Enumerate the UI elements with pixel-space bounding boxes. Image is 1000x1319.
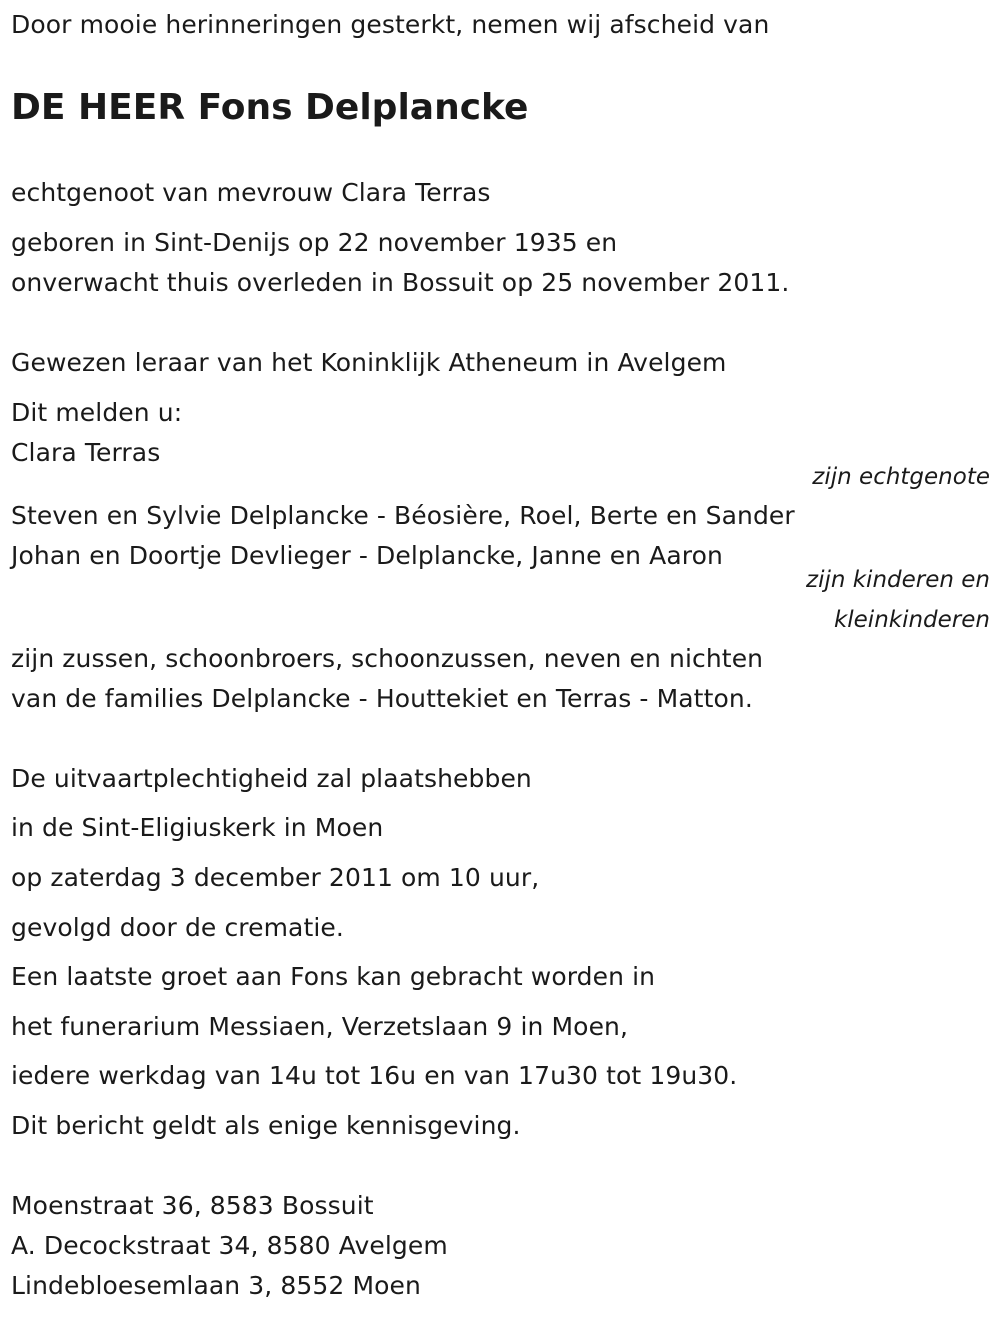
ceremony-line-2: in de Sint-Eligiuskerk in Moen	[11, 813, 384, 842]
address-line-1: Moenstraat 36, 8583 Bossuit	[11, 1191, 374, 1220]
children-role-line-1: zijn kinderen en	[806, 567, 990, 593]
ceremony-line-1: De uitvaartplechtigheid zal plaatshebben	[11, 764, 532, 793]
death-text: onverwacht thuis overleden in Bossuit op 25 november 2011.	[11, 268, 790, 297]
birth-text: geboren in Sint-Denijs op 22 november 1935 en	[11, 228, 618, 257]
ceremony-line-3: op zaterdag 3 december 2011 om 10 uur,	[11, 863, 540, 892]
wife-name: Clara Terras	[11, 438, 161, 467]
children-role-line-2: kleinkinderen	[833, 607, 990, 633]
family-line-1: zijn zussen, schoonbroers, schoonzussen, neven en nichten	[11, 644, 764, 673]
ceremony-line-6: het funerarium Messiaen, Verzetslaan 9 in Moen,	[11, 1012, 629, 1041]
children-line-1: Steven en Sylvie Delplancke - Béosière, Roel, Berte en Sander	[11, 501, 795, 530]
ceremony-line-7: iedere werkdag van 14u tot 16u en van 17u30 tot 19u30.	[11, 1061, 738, 1090]
ceremony-line-4: gevolgd door de crematie.	[11, 913, 344, 942]
occupation-text: Gewezen leraar van het Koninklijk Atheneum in Avelgem	[11, 348, 727, 377]
address-line-3: Lindebloesemlaan 3, 8552 Moen	[11, 1271, 421, 1300]
wife-role: zijn echtgenote	[812, 464, 990, 490]
deceased-name: DE HEER Fons Delplancke	[11, 87, 529, 128]
family-line-2: van de families Delplancke - Houttekiet en Terras - Matton.	[11, 684, 753, 713]
spouse-of-text: echtgenoot van mevrouw Clara Terras	[11, 178, 491, 207]
ceremony-line-8: Dit bericht geldt als enige kennisgeving.	[11, 1111, 521, 1140]
address-line-2: A. Decockstraat 34, 8580 Avelgem	[11, 1231, 448, 1260]
children-line-2: Johan en Doortje Devlieger - Delplancke, Janne en Aaron	[11, 541, 723, 570]
announced-by-text: Dit melden u:	[11, 398, 183, 427]
ceremony-line-5: Een laatste groet aan Fons kan gebracht worden in	[11, 962, 656, 991]
intro-text: Door mooie herinneringen gesterkt, nemen wij afscheid van	[11, 10, 770, 39]
